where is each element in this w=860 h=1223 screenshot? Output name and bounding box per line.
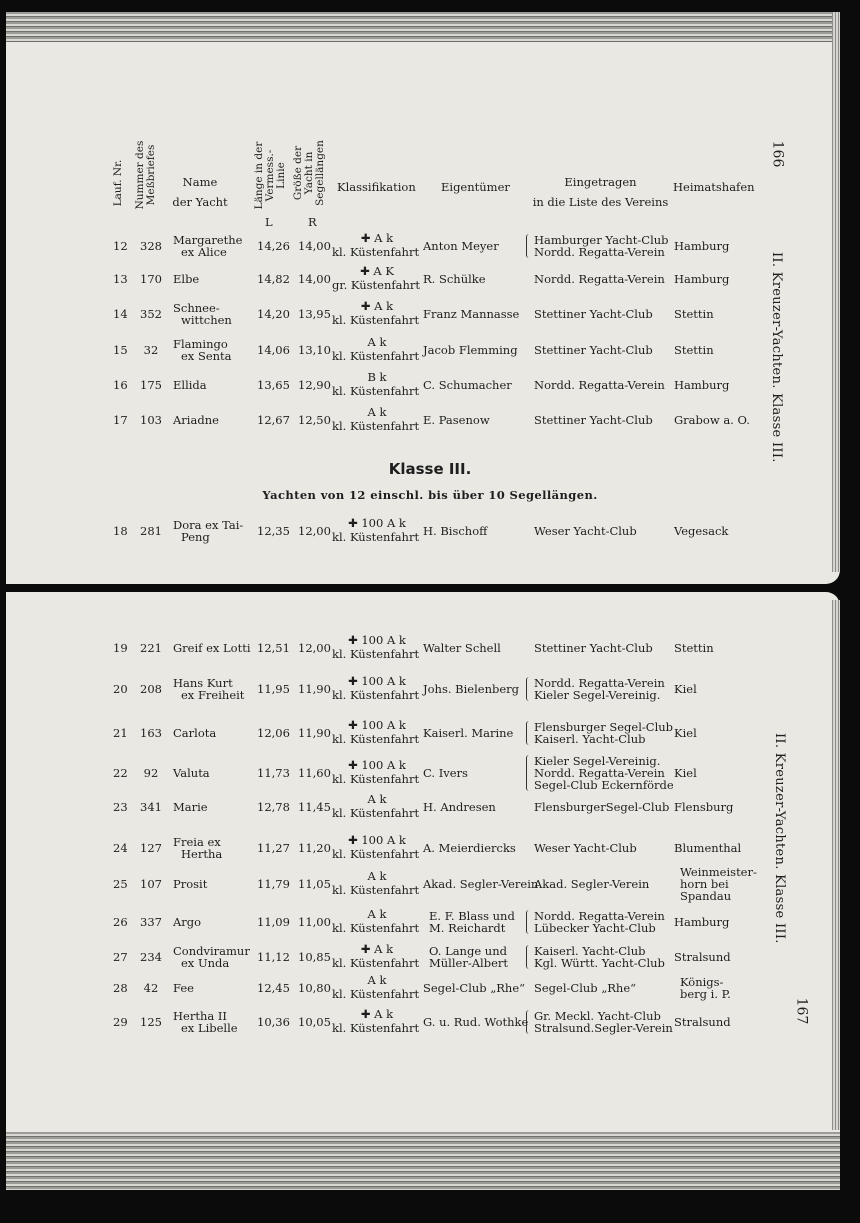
groesse-R: 11,00 <box>298 915 331 929</box>
verein: Stettiner Yacht-Club <box>534 413 653 427</box>
header-R: R <box>308 215 317 229</box>
klassifikation-mark: A k <box>367 907 387 921</box>
klassifikation-type: kl. Küstenfahrt <box>332 384 420 398</box>
lauf-nr: 26 <box>113 915 128 929</box>
yacht-name: Elbe <box>173 272 200 286</box>
laenge-L: 14,06 <box>257 343 290 357</box>
groesse-R: 12,00 <box>298 641 331 655</box>
heimatshafen: Hamburg <box>674 915 730 929</box>
klassifikation-type: kl. Küstenfahrt <box>332 688 420 702</box>
eigentuemer: A. Meierdiercks <box>423 841 516 855</box>
eigentuemer: Kaiserl. Marine <box>423 726 514 740</box>
verein: Nordd. Regatta-Verein <box>534 676 665 690</box>
klassifikation-mark: ✚ A k <box>360 942 394 956</box>
verein: Kaiserl. Yacht-Club <box>534 732 646 746</box>
klassifikation-mark: A k <box>367 405 387 419</box>
klassifikation-mark: A k <box>367 869 387 883</box>
heimatshafen: Stettin <box>674 641 714 655</box>
header-eingetragen <box>528 172 673 212</box>
header-L: L <box>265 215 273 229</box>
eigentuemer: H. Andresen <box>423 800 496 814</box>
verein: Nordd. Regatta-Verein <box>534 272 665 286</box>
yacht-name: Dora ex Tai- <box>173 518 244 532</box>
heimatshafen: Blumenthal <box>674 841 742 855</box>
messbrief-nr: 42 <box>143 981 159 995</box>
messbrief-nr: 341 <box>140 800 162 814</box>
yacht-name: Hertha II <box>173 1009 227 1023</box>
yacht-name: ex Unda <box>181 956 230 970</box>
klassifikation-mark: ✚ A k <box>360 231 394 245</box>
header-eigentuemer: Eigentümer <box>441 180 510 194</box>
brace-mark <box>526 910 530 934</box>
verein: Nordd. Regatta-Verein <box>534 909 665 923</box>
klassifikation-mark: ✚ A k <box>360 1007 394 1021</box>
verein: Segel-Club Eckernförde <box>534 778 674 792</box>
messbrief-nr: 281 <box>140 524 162 538</box>
eigentuemer: Anton Meyer <box>423 239 499 253</box>
klassifikation-type: kl. Küstenfahrt <box>332 847 420 861</box>
page-number-top: 166 <box>769 140 786 168</box>
verein: Akad. Segler-Verein <box>534 877 650 891</box>
heimatshafen: Flensburg <box>674 800 734 814</box>
yacht-name: Carlota <box>173 726 217 740</box>
verein: Nordd. Regatta-Verein <box>534 378 665 392</box>
brace-mark <box>526 945 530 969</box>
heimatshafen: Hamburg <box>674 239 730 253</box>
section-subtitle: Yachten von 12 einschl. bis über 10 Segellängen. <box>262 488 598 502</box>
laenge-L: 11,12 <box>257 950 290 964</box>
klassifikation-type: gr. Küstenfahrt <box>332 278 421 292</box>
lauf-nr: 13 <box>113 272 128 286</box>
groesse-R: 10,85 <box>298 950 331 964</box>
yacht-name: Margarethe <box>173 233 243 247</box>
lauf-nr: 24 <box>113 841 128 855</box>
heimatshafen: Hamburg <box>674 378 730 392</box>
verein: Hamburger Yacht-Club <box>534 233 669 247</box>
klassifikation-type: kl. Küstenfahrt <box>332 956 420 970</box>
lauf-nr: 17 <box>113 413 128 427</box>
verein: Kieler Segel-Vereinig. <box>534 688 661 702</box>
klassifikation-type: kl. Küstenfahrt <box>332 883 420 897</box>
brace-mark <box>526 755 530 791</box>
verein: Nordd. Regatta-Verein <box>534 245 665 259</box>
lauf-nr: 27 <box>113 950 128 964</box>
eigentuemer: Akad. Segler-Verein <box>423 877 539 891</box>
heimatshafen: Grabow a. O. <box>674 413 750 427</box>
side-label-top: II. Kreuzer-Yachten. Klasse III. <box>769 252 784 463</box>
klassifikation-type: kl. Küstenfahrt <box>332 772 420 786</box>
heimatshafen: Vegesack <box>674 524 729 538</box>
messbrief-nr: 328 <box>140 239 162 253</box>
groesse-R: 11,45 <box>298 800 331 814</box>
verein: Weser Yacht-Club <box>534 841 637 855</box>
page-edge-stack-top <box>6 12 840 42</box>
klassifikation-type: kl. Küstenfahrt <box>332 419 420 433</box>
messbrief-nr: 352 <box>140 307 162 321</box>
messbrief-nr: 163 <box>140 726 162 740</box>
yacht-name: Valuta <box>173 766 210 780</box>
heimatshafen: berg i. P. <box>680 987 731 1001</box>
yacht-name: Peng <box>181 530 210 544</box>
groesse-R: 12,90 <box>298 378 331 392</box>
heimatshafen: Stralsund <box>674 1015 731 1029</box>
eigentuemer: H. Bischoff <box>423 524 488 538</box>
lauf-nr: 29 <box>113 1015 128 1029</box>
klassifikation-type: kl. Küstenfahrt <box>332 245 420 259</box>
lauf-nr: 21 <box>113 726 128 740</box>
header-messbrief: Nummer des Meßbriefes <box>134 140 157 210</box>
eigentuemer: Jacob Flemming <box>423 343 518 357</box>
eigentuemer: E. F. Blass und <box>429 909 515 923</box>
header-klassifikation: Klassifikation <box>337 180 416 194</box>
eigentuemer: Johs. Bielenberg <box>423 682 520 696</box>
messbrief-nr: 170 <box>140 272 162 286</box>
laenge-L: 11,09 <box>257 915 290 929</box>
yacht-name: Freia ex <box>173 835 221 849</box>
header-heimatshafen: Heimatshafen <box>673 180 755 194</box>
klassifikation-type: kl. Küstenfahrt <box>332 806 420 820</box>
lauf-nr: 19 <box>113 641 128 655</box>
verein: Stralsund.Segler-Verein <box>534 1021 673 1035</box>
section-title: Klasse III. <box>388 460 472 478</box>
verein: Kieler Segel-Vereinig. <box>534 754 661 768</box>
klassifikation-mark: B k <box>367 370 387 384</box>
heimatshafen: Spandau <box>680 889 732 903</box>
verein: Kaiserl. Yacht-Club <box>534 944 646 958</box>
groesse-R: 13,10 <box>298 343 331 357</box>
groesse-R: 11,90 <box>298 726 331 740</box>
verein: Stettiner Yacht-Club <box>534 641 653 655</box>
klassifikation-type: kl. Küstenfahrt <box>332 313 420 327</box>
groesse-R: 12,50 <box>298 413 331 427</box>
yacht-name: Prosit <box>173 877 208 891</box>
klassifikation-type: kl. Küstenfahrt <box>332 921 420 935</box>
eigentuemer: Walter Schell <box>423 641 501 655</box>
eigentuemer: C. Ivers <box>423 766 468 780</box>
heimatshafen: Stettin <box>674 307 714 321</box>
page-number-bottom: 167 <box>793 997 810 1025</box>
messbrief-nr: 92 <box>143 766 159 780</box>
laenge-L: 11,95 <box>257 682 290 696</box>
yacht-name: ex Senta <box>181 349 232 363</box>
eigentuemer: M. Reichardt <box>429 921 506 935</box>
groesse-R: 12,00 <box>298 524 331 538</box>
heimatshafen: Stralsund <box>674 950 731 964</box>
klassifikation-mark: ✚ 100 A k <box>348 633 406 647</box>
verein: FlensburgerSegel-Club <box>534 800 670 814</box>
laenge-L: 12,45 <box>257 981 290 995</box>
lauf-nr: 28 <box>113 981 128 995</box>
heimatshafen: Kiel <box>674 766 697 780</box>
klassifikation-mark: A k <box>367 973 387 987</box>
klassifikation-mark: ✚ 100 A k <box>348 833 406 847</box>
yacht-name: Marie <box>173 800 208 814</box>
yacht-name: Hans Kurt <box>173 676 233 690</box>
brace-mark <box>526 1010 530 1034</box>
groesse-R: 10,05 <box>298 1015 331 1029</box>
klassifikation-mark: ✚ A k <box>360 299 394 313</box>
heimatshafen: Stettin <box>674 343 714 357</box>
header-name-line1: Name <box>182 175 218 189</box>
header-name-line2: der Yacht <box>172 195 228 209</box>
klassifikation-type: kl. Küstenfahrt <box>332 732 420 746</box>
eigentuemer: G. u. Rud. Wothke <box>423 1015 529 1029</box>
heimatshafen: Hamburg <box>674 272 730 286</box>
yacht-name: ex Libelle <box>181 1021 238 1035</box>
laenge-L: 11,79 <box>257 877 290 891</box>
yacht-name: Condviramur <box>173 944 250 958</box>
header-groesse: Größe der Yacht in Segellängen <box>292 140 326 206</box>
messbrief-nr: 103 <box>140 413 162 427</box>
side-label-bottom: II. Kreuzer-Yachten. Klasse III. <box>772 733 787 944</box>
groesse-R: 10,80 <box>298 981 331 995</box>
groesse-R: 11,20 <box>298 841 331 855</box>
klassifikation-type: kl. Küstenfahrt <box>332 647 420 661</box>
laenge-L: 11,73 <box>257 766 290 780</box>
heimatshafen: Königs- <box>680 975 724 989</box>
klassifikation-type: kl. Küstenfahrt <box>332 349 420 363</box>
laenge-L: 12,78 <box>257 800 290 814</box>
yacht-name: Ariadne <box>173 413 219 427</box>
eigentuemer: Müller-Albert <box>429 956 508 970</box>
eigentuemer: Franz Mannasse <box>423 307 520 321</box>
verein: Nordd. Regatta-Verein <box>534 766 665 780</box>
laenge-L: 12,06 <box>257 726 290 740</box>
header-eingetragen-line2: in die Liste des Vereins <box>532 195 669 209</box>
fore-edge-bottom <box>832 600 840 1130</box>
yacht-name: Schnee- <box>173 301 220 315</box>
lauf-nr: 15 <box>113 343 128 357</box>
brace-mark <box>526 721 530 745</box>
page-edge-stack-bottom <box>6 1132 840 1190</box>
klassifikation-mark: ✚ 100 A k <box>348 516 406 530</box>
verein: Weser Yacht-Club <box>534 524 637 538</box>
eigentuemer: E. Pasenow <box>423 413 490 427</box>
laenge-L: 12,35 <box>257 524 290 538</box>
yacht-name: wittchen <box>181 313 232 327</box>
laenge-L: 14,20 <box>257 307 290 321</box>
klassifikation-mark: ✚ 100 A k <box>348 674 406 688</box>
messbrief-nr: 125 <box>140 1015 162 1029</box>
brace-mark <box>526 234 530 258</box>
messbrief-nr: 337 <box>140 915 162 929</box>
lauf-nr: 16 <box>113 378 128 392</box>
laenge-L: 12,67 <box>257 413 290 427</box>
yacht-name: ex Alice <box>181 245 227 259</box>
klassifikation-mark: A k <box>367 792 387 806</box>
lauf-nr: 14 <box>113 307 128 321</box>
verein: Kgl. Württ. Yacht-Club <box>534 956 665 970</box>
groesse-R: 11,90 <box>298 682 331 696</box>
verein: Lübecker Yacht-Club <box>534 921 656 935</box>
lauf-nr: 12 <box>113 239 128 253</box>
lauf-nr: 20 <box>113 682 128 696</box>
yacht-name: Ellida <box>173 378 207 392</box>
klassifikation-type: kl. Küstenfahrt <box>332 530 420 544</box>
eigentuemer: C. Schumacher <box>423 378 512 392</box>
yacht-name: Flamingo <box>173 337 228 351</box>
brace-mark <box>526 677 530 701</box>
klassifikation-mark: ✚ 100 A k <box>348 758 406 772</box>
heimatshafen: Kiel <box>674 726 697 740</box>
klassifikation-type: kl. Küstenfahrt <box>332 1021 420 1035</box>
laenge-L: 14,82 <box>257 272 290 286</box>
eigentuemer: Segel-Club „Rhe“ <box>423 981 526 995</box>
groesse-R: 11,60 <box>298 766 331 780</box>
messbrief-nr: 107 <box>140 877 162 891</box>
groesse-R: 14,00 <box>298 239 331 253</box>
header-eingetragen-line1: Eingetragen <box>564 175 637 189</box>
klassifikation-mark: ✚ 100 A k <box>348 718 406 732</box>
lauf-nr: 18 <box>113 524 128 538</box>
laenge-L: 14,26 <box>257 239 290 253</box>
laenge-L: 10,36 <box>257 1015 290 1029</box>
groesse-R: 11,05 <box>298 877 331 891</box>
heimatshafen: Weinmeister- <box>680 865 757 879</box>
laenge-L: 12,51 <box>257 641 290 655</box>
eigentuemer: R. Schülke <box>423 272 486 286</box>
klassifikation-mark: ✚ A K <box>360 264 394 278</box>
messbrief-nr: 32 <box>143 343 159 357</box>
heimatshafen: horn bei <box>680 877 729 891</box>
klassifikation-type: kl. Küstenfahrt <box>332 987 420 1001</box>
messbrief-nr: 127 <box>140 841 162 855</box>
messbrief-nr: 175 <box>140 378 162 392</box>
laenge-L: 13,65 <box>257 378 290 392</box>
messbrief-nr: 208 <box>140 682 162 696</box>
verein: Stettiner Yacht-Club <box>534 343 653 357</box>
header-laenge: Länge in der Vermess.- Linie <box>253 141 287 210</box>
eigentuemer: O. Lange und <box>429 944 507 958</box>
yacht-name: Argo <box>173 915 202 929</box>
yacht-name: ex Freiheit <box>181 688 245 702</box>
verein: Flensburger Segel-Club <box>534 720 674 734</box>
lauf-nr: 23 <box>113 800 128 814</box>
lauf-nr: 22 <box>113 766 128 780</box>
header-name <box>170 172 230 212</box>
verein: Stettiner Yacht-Club <box>534 307 653 321</box>
laenge-L: 11,27 <box>257 841 290 855</box>
lauf-nr: 25 <box>113 877 128 891</box>
messbrief-nr: 234 <box>140 950 162 964</box>
verein: Segel-Club „Rhe“ <box>534 981 637 995</box>
header-lauf-nr: Lauf. Nr. <box>112 159 124 207</box>
heimatshafen: Kiel <box>674 682 697 696</box>
yacht-name: Fee <box>173 981 194 995</box>
verein: Gr. Meckl. Yacht-Club <box>534 1009 661 1023</box>
yacht-name: Hertha <box>181 847 223 861</box>
groesse-R: 14,00 <box>298 272 331 286</box>
yacht-name: Greif ex Lotti <box>173 641 251 655</box>
groesse-R: 13,95 <box>298 307 331 321</box>
messbrief-nr: 221 <box>140 641 162 655</box>
klassifikation-mark: A k <box>367 335 387 349</box>
